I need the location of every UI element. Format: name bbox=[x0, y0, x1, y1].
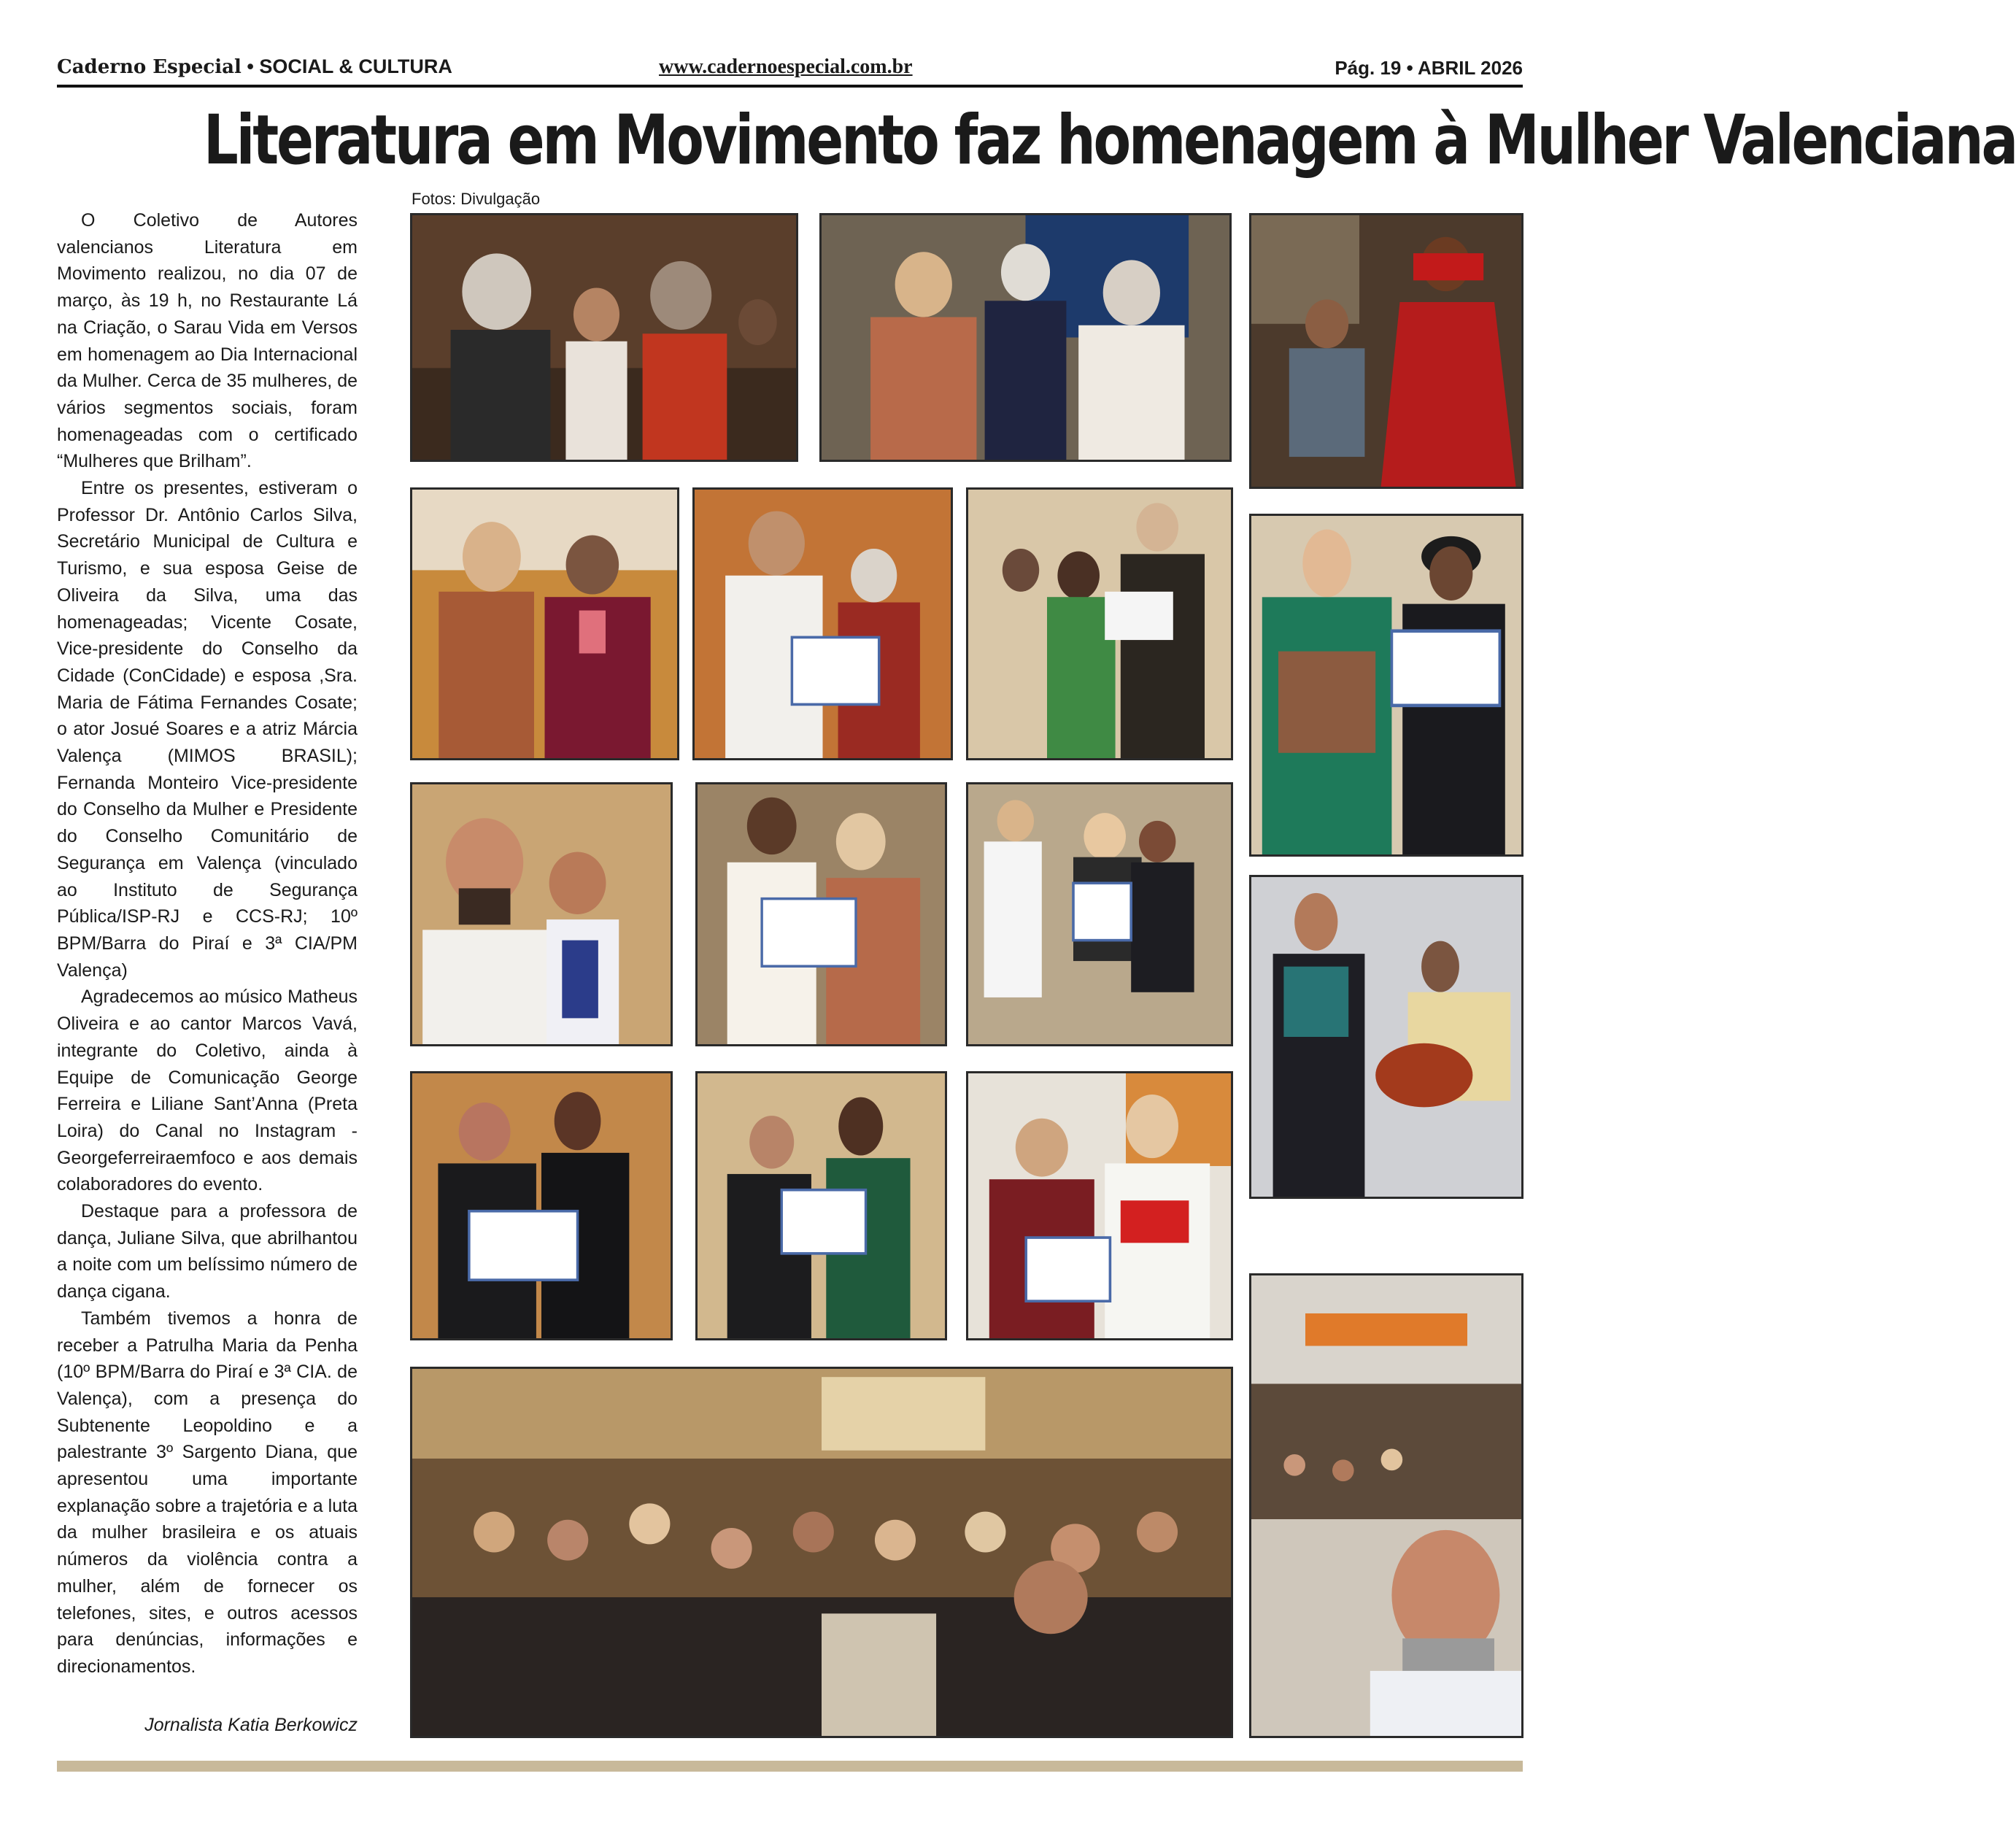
photo-three-women-banner bbox=[819, 213, 1232, 462]
photo-officer-certificate bbox=[1249, 514, 1523, 857]
photo-credit: Fotos: Divulgação bbox=[412, 190, 541, 208]
article-body bbox=[57, 207, 358, 1680]
article-paragraph: O Coletivo de Autores valencianos Literatura em Movimento realizou, no dia 07 de março, às 19 h, no Restaurante Lá na Criação, o Sarau Vida em Versos em homenagem ao Dia Internacional da Mulher. Cerca de 35 mulheres, de vários segmentos sociais, foram homenageadas com o certificado “Mulheres que Brilham”. bbox=[57, 210, 358, 472]
header-section bbox=[57, 55, 452, 78]
photo-speaker-guitar bbox=[1249, 875, 1523, 1199]
photo-two-women-green-dress bbox=[695, 1071, 947, 1340]
article-paragraph: Destaque para a professora de dança, Juliane Silva, que abrilhantou a noite com um belíssimo número de dança cigana. bbox=[57, 1201, 358, 1302]
photo-women-selfie bbox=[410, 487, 679, 760]
photo-room-selfie bbox=[1249, 1273, 1523, 1738]
photo-two-women-certificate bbox=[695, 782, 947, 1046]
header-rule bbox=[57, 85, 1523, 88]
photo-bisou-shirt bbox=[966, 1071, 1233, 1340]
photo-singer-performance bbox=[1249, 213, 1523, 489]
footer-band bbox=[57, 1761, 1523, 1772]
article-paragraph: Também tivemos a honra de receber a Patrulha Maria da Penha (10º BPM/Barra do Piraí e 3ª CIA. de Valença), com a presença do Subtenente Leopoldino e a palestrante 3º Sargento Diana, que apresentou uma importante explanação sobre a trajetória e a luta da mulher brasileira e os atuais números da violência contra a mulher, além de fornecer os telefones, sites, e outros acessos para denúncias, informações e direcionamentos. bbox=[57, 1308, 358, 1677]
photo-audience-wide bbox=[410, 1367, 1233, 1738]
photo-man-woman-smiling bbox=[410, 782, 673, 1046]
photo-honorees-seated bbox=[410, 213, 798, 462]
author-byline: Jornalista Katia Berkowicz bbox=[144, 1715, 358, 1735]
publication-name: Caderno Especial bbox=[57, 56, 242, 78]
photo-hug-certificate bbox=[966, 782, 1233, 1046]
photo-two-women-certificate-b bbox=[410, 1071, 673, 1340]
article-paragraph: Agradecemos ao músico Matheus Oliveira e ao cantor Marcos Vavá, integrante do Coletivo, ainda à Equipe de Comunicação George Ferreira e Liliane Sant’Anna (Preta Loira) do Canal no Instagram - Georgeferreiraemfoco e aos demais colaboradores do evento. bbox=[57, 987, 358, 1195]
headline: Literatura em Movimento faz homenagem à Mulher Valenciana bbox=[203, 101, 2016, 180]
article-paragraph: Entre os presentes, estiveram o Professor Dr. Antônio Carlos Silva, Secretário Municipal de Cultura e Turismo, e sua esposa Geise de Oliveira da Silva, uma das homenageadas; Vicente Cosate, Vice-presidente do Conselho da Cidade (ConCidade) e esposa ,Sra. Maria de Fátima Fernandes Cosate; o ator Josué Soares e a atriz Márcia Valença (MIMOS BRASIL); Fernanda Monteiro Vice-presidente do Conselho da Mulher e Presidente do Conselho Comunitário de Segurança em Valença (vinculado ao Instituto de Segurança Pública/ISP-RJ e CCS-RJ; 10º BPM/Barra do Piraí e 3ª CIA/PM Valença) bbox=[57, 478, 358, 981]
photo-reading-performance bbox=[966, 487, 1233, 760]
website-link[interactable]: www.cadernoespecial.com.br bbox=[659, 55, 913, 78]
section-label: • SOCIAL & CULTURA bbox=[241, 55, 452, 77]
page-info: Pág. 19 • ABRIL 2026 bbox=[1335, 57, 1523, 79]
photo-certificate-man-woman bbox=[692, 487, 953, 760]
